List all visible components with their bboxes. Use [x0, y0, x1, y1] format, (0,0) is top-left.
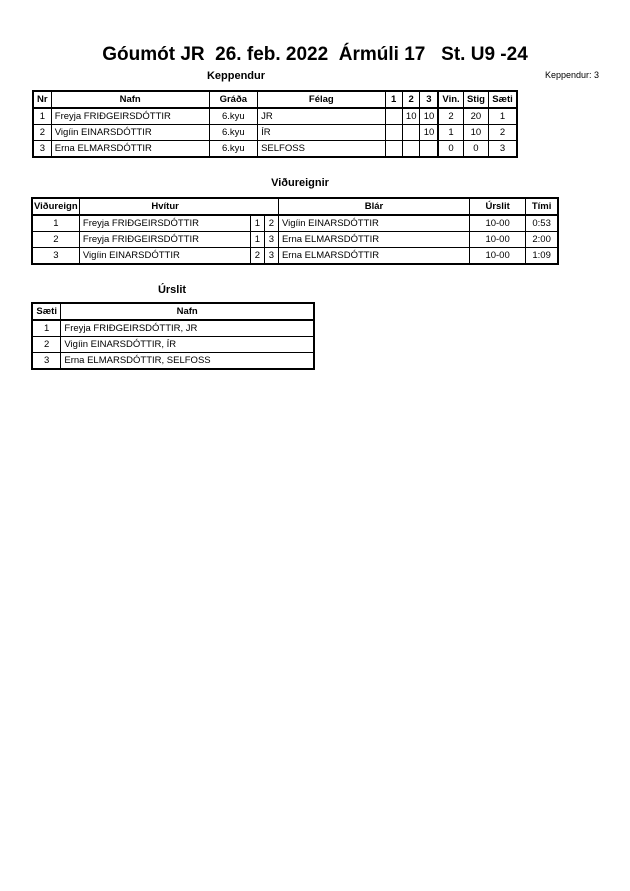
- cell-round-2: 10: [402, 108, 420, 125]
- col-stig: Stig: [463, 91, 488, 108]
- cell-saeti: 1: [489, 108, 517, 125]
- col-round-2: 2: [402, 91, 420, 108]
- table-row: [32, 215, 558, 232]
- cell-round-2: [402, 125, 420, 141]
- cell-felag: SELFOSS: [258, 141, 385, 158]
- table-row: [33, 125, 517, 141]
- cell-vidureign: 2: [32, 232, 79, 248]
- cell-round-3: 10: [420, 125, 438, 141]
- cell-felag: ÍR: [258, 125, 385, 141]
- col-nr: Nr: [33, 91, 51, 108]
- table-row: [32, 337, 314, 353]
- col-round-3: 3: [420, 91, 438, 108]
- cell-blar: Erna ELMARSDÓTTIR: [278, 232, 469, 248]
- cell-round-2: [402, 141, 420, 158]
- vidureignir-header-row: [32, 198, 558, 215]
- col-nafn: Nafn: [51, 91, 209, 108]
- cell-nr: 1: [33, 108, 51, 125]
- table-row: [33, 141, 517, 158]
- cell-timi: 2:00: [526, 232, 558, 248]
- page-title: Góumót JR 26. feb. 2022 Ármúli 17 St. U9 -24: [102, 44, 528, 65]
- urslit-title: Úrslit: [157, 284, 187, 296]
- cell-nafn: Freyja FRIÐGEIRSDÓTTIR, JR: [61, 320, 314, 337]
- cell-blue-nr: 3: [264, 232, 278, 248]
- cell-blue-nr: 3: [264, 248, 278, 265]
- col-vidureign: Viðureign: [32, 198, 79, 215]
- cell-white-nr: 1: [250, 215, 264, 232]
- cell-grada: 6.kyu: [209, 141, 258, 158]
- col-grada: Gráða: [209, 91, 258, 108]
- cell-round-3: 10: [420, 108, 438, 125]
- table-row: [32, 320, 314, 337]
- cell-saeti: 3: [489, 141, 517, 158]
- col-saeti: Sæti: [489, 91, 517, 108]
- cell-urslit: 10-00: [469, 248, 525, 265]
- table-row: [32, 232, 558, 248]
- col-round-1: 1: [385, 91, 402, 108]
- keppendur-count: Keppendur: 3: [544, 70, 599, 80]
- cell-nafn: Erna ELMARSDÓTTIR, SELFOSS: [61, 353, 314, 370]
- table-row: [32, 353, 314, 370]
- cell-vin: 2: [438, 108, 463, 125]
- keppendur-table: [32, 90, 518, 158]
- keppendur-header-row: [33, 91, 517, 108]
- cell-timi: 1:09: [526, 248, 558, 265]
- cell-round-1: [385, 141, 402, 158]
- col-saeti: Sæti: [32, 303, 61, 320]
- cell-saeti: 1: [32, 320, 61, 337]
- table-row: [32, 248, 558, 265]
- cell-nr: 2: [33, 125, 51, 141]
- cell-timi: 0:53: [526, 215, 558, 232]
- cell-nafn: Vigíin EINARSDÓTTIR: [51, 125, 209, 141]
- cell-blar: Vigíin EINARSDÓTTIR: [278, 215, 469, 232]
- cell-saeti: 3: [32, 353, 61, 370]
- cell-nafn: Vigíin EINARSDÓTTIR, ÍR: [61, 337, 314, 353]
- cell-stig: 20: [463, 108, 488, 125]
- cell-grada: 6.kyu: [209, 108, 258, 125]
- col-blue-nr: [264, 198, 278, 215]
- cell-white-nr: 1: [250, 232, 264, 248]
- cell-stig: 0: [463, 141, 488, 158]
- col-white-nr: [250, 198, 264, 215]
- cell-round-1: [385, 125, 402, 141]
- keppendur-title: Keppendur: [206, 70, 266, 82]
- cell-saeti: 2: [489, 125, 517, 141]
- col-blar: Blár: [278, 198, 469, 215]
- col-timi: Tími: [526, 198, 558, 215]
- col-urslit: Úrslit: [469, 198, 525, 215]
- urslit-table: [31, 302, 315, 370]
- col-felag: Félag: [258, 91, 385, 108]
- cell-blar: Erna ELMARSDÓTTIR: [278, 248, 469, 265]
- col-hvitur: Hvítur: [79, 198, 250, 215]
- cell-vidureign: 3: [32, 248, 79, 265]
- cell-stig: 10: [463, 125, 488, 141]
- cell-vin: 1: [438, 125, 463, 141]
- cell-blue-nr: 2: [264, 215, 278, 232]
- urslit-header-row: [32, 303, 314, 320]
- vidureignir-table: [31, 197, 559, 265]
- cell-urslit: 10-00: [469, 215, 525, 232]
- cell-vidureign: 1: [32, 215, 79, 232]
- cell-hvitur: Vigíin EINARSDÓTTIR: [79, 248, 250, 265]
- col-vin: Vin.: [438, 91, 463, 108]
- col-nafn: Nafn: [61, 303, 314, 320]
- cell-nafn: Freyja FRIÐGEIRSDÓTTIR: [51, 108, 209, 125]
- cell-hvitur: Freyja FRIÐGEIRSDÓTTIR: [79, 215, 250, 232]
- cell-round-3: [420, 141, 438, 158]
- vidureignir-title: Viðureignir: [271, 177, 329, 189]
- cell-vin: 0: [438, 141, 463, 158]
- cell-white-nr: 2: [250, 248, 264, 265]
- cell-felag: JR: [258, 108, 385, 125]
- cell-saeti: 2: [32, 337, 61, 353]
- cell-hvitur: Freyja FRIÐGEIRSDÓTTIR: [79, 232, 250, 248]
- table-row: [33, 108, 517, 125]
- cell-urslit: 10-00: [469, 232, 525, 248]
- cell-nr: 3: [33, 141, 51, 158]
- cell-grada: 6.kyu: [209, 125, 258, 141]
- cell-nafn: Erna ELMARSDÓTTIR: [51, 141, 209, 158]
- cell-round-1: [385, 108, 402, 125]
